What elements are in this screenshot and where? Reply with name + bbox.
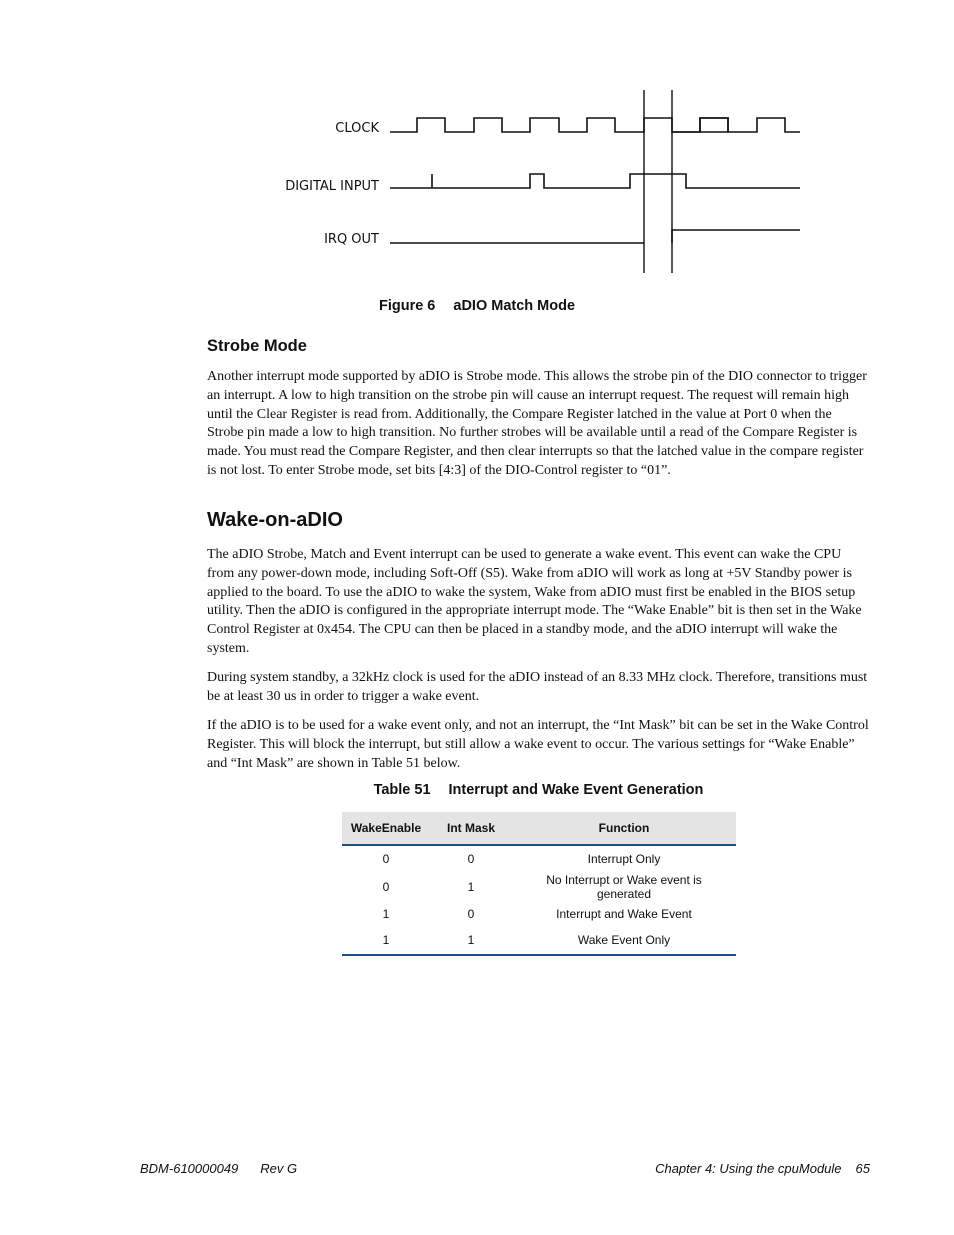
cell-int-mask: 1	[430, 927, 512, 955]
cell-int-mask: 1	[467, 879, 475, 894]
cell-function: Interrupt Only	[587, 852, 661, 867]
cell-wakeenable: 0	[382, 852, 390, 867]
footer-doc-info	[140, 1161, 297, 1176]
wake-paragraph-1: The aDIO Strobe, Match and Event interrupt can be used to generate a wake event. This event can wake the CPU from any power-down mode, including Soft-Off (S5). Wake from aDIO will work as long at +5V Standby power is applied to the board. To use the aDIO to wake the system, Wake from aDIO must first be enabled in the BIOS setup utility. Then the aDIO is configured in the appropriate interrupt mode. The “Wake Enable” bit is then set in the Wake Control Register at 0x454. The CPU can then be placed in a standby mode, and the aDIO interrupt will wake the system.	[207, 547, 862, 656]
timing-diagram	[270, 85, 810, 280]
footer-doc-id: BDM-610000049	[140, 1161, 239, 1176]
figure-number: Figure 6	[378, 298, 436, 314]
table-row	[342, 927, 736, 955]
wake-on-adio-heading: Wake-on-aDIO	[207, 509, 343, 531]
wake-paragraph-2: During system standby, a 32kHz clock is used for the aDIO instead of an 8.33 MHz clock. Therefore, transitions must be at least 30 us in order to trigger a wake event.	[207, 670, 868, 704]
signal-label-clock: CLOCK	[335, 121, 379, 136]
footer-chapter-info	[655, 1161, 870, 1176]
cell-int-mask: 0	[467, 852, 475, 867]
table-caption	[0, 782, 954, 798]
signal-label-digital-input: DIGITAL INPUT	[285, 179, 379, 194]
table-header-row	[342, 812, 736, 845]
cell-function: No Interrupt or Wake event is generated	[546, 872, 702, 901]
irq-out-waveform-high	[672, 230, 800, 243]
wake-paragraph-3: If the aDIO is to be used for a wake event only, and not an interrupt, the “Int Mask” bit can be set in the Wake Control Register. This will block the interrupt, but still allow a wake event to occur. The various settings for “Wake Enable” and “Int Mask” are shown in Table 51 below.	[207, 718, 869, 771]
table-row	[342, 873, 736, 901]
figure-title: aDIO Match Mode	[453, 298, 576, 314]
header-int-mask: Int Mask	[430, 812, 512, 845]
cell-wakeenable: 1	[342, 927, 430, 955]
clock-waveform-right	[672, 118, 800, 132]
header-function: Function	[512, 812, 736, 845]
cell-wakeenable: 1	[382, 906, 390, 921]
table-title: Interrupt and Wake Event Generation	[448, 782, 704, 798]
footer-chapter: Chapter 4: Using the cpuModule	[655, 1161, 842, 1176]
table-number: Table 51	[373, 782, 431, 798]
table-row	[342, 845, 736, 873]
strobe-mode-paragraph: Another interrupt mode supported by aDIO is Strobe mode. This allows the strobe pin of the DIO connector to trigger an interrupt. A low to high transition on the strobe pin will cause an interrupt request. The request will remain high until the Clear Register is read from. Additionally, the Compare Register latched in the value at Port 0 when the Strobe pin made a low to high transition. No further strobes will be available until a read of the Compare Register is made. You must read the Compare Register, and then clear interrupts so that the latched value in the compare register is not lost. To enter Strobe mode, set bits [4:3] of the DIO-Control register to “01”.	[207, 369, 867, 478]
clock-waveform	[390, 118, 728, 132]
interrupt-wake-table	[342, 812, 736, 956]
cell-wakeenable: 0	[382, 879, 390, 894]
signal-label-irq-out: IRQ OUT	[324, 232, 379, 247]
header-wakeenable: WakeEnable	[342, 812, 430, 845]
digital-input-waveform	[390, 174, 800, 188]
footer-revision: Rev G	[260, 1161, 298, 1176]
footer-page-number: 65	[855, 1161, 870, 1176]
cell-function: Wake Event Only	[512, 927, 736, 955]
table-row	[342, 901, 736, 928]
figure-caption	[0, 298, 954, 314]
strobe-mode-heading: Strobe Mode	[207, 337, 307, 355]
cell-int-mask: 0	[467, 906, 475, 921]
cell-function: Interrupt and Wake Event	[556, 906, 692, 921]
